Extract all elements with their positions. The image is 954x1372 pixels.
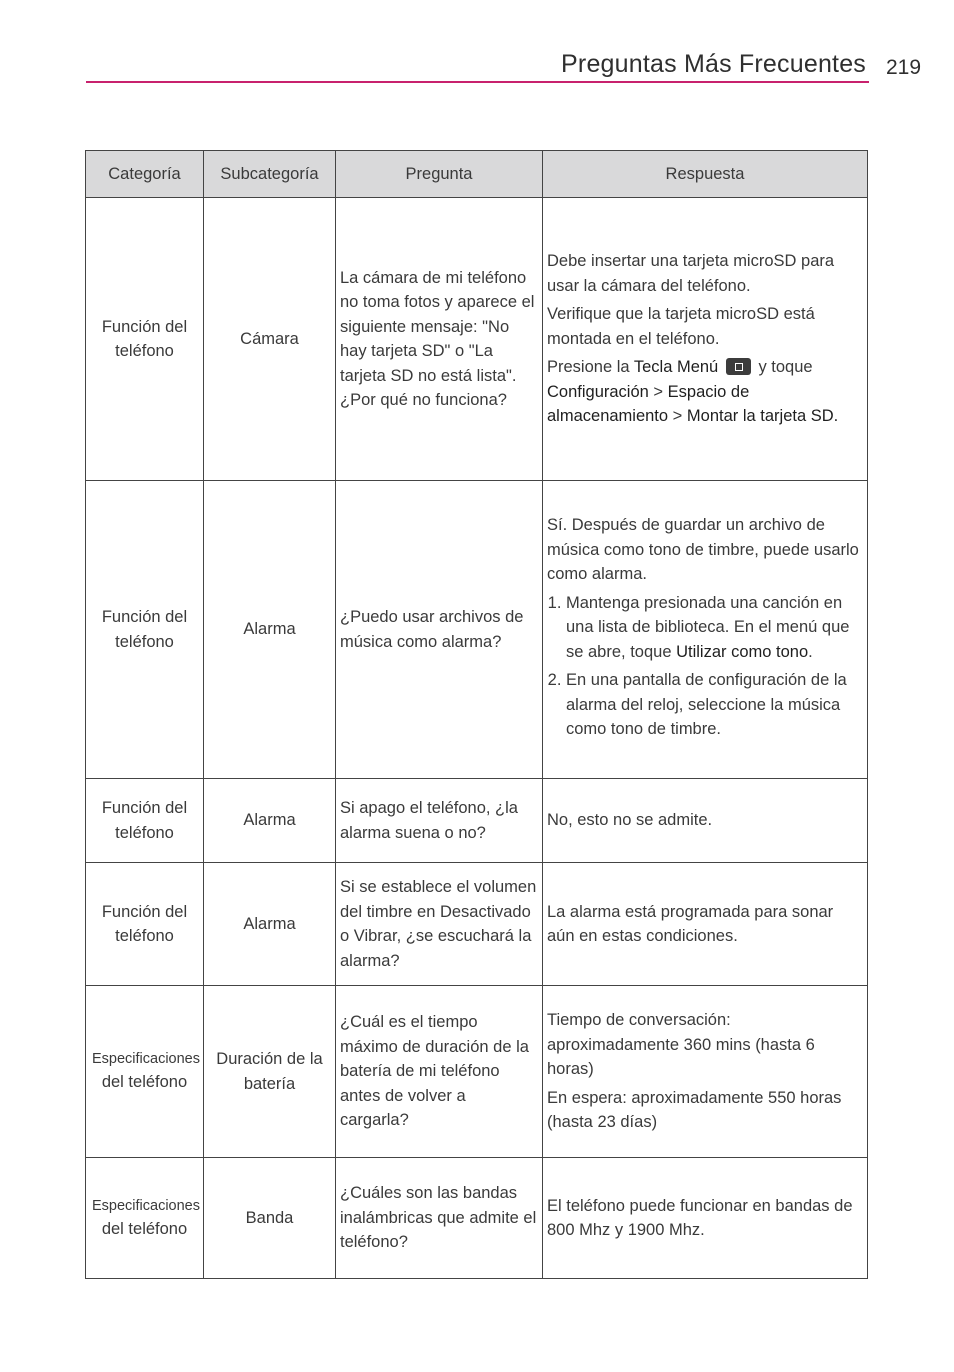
answer-paragraph: Tiempo de conversación: aproximadamente 360 mins (hasta 6 horas)	[547, 1011, 815, 1079]
answer-cell	[543, 863, 868, 986]
answer-paragraph: No, esto no se admite.	[547, 811, 713, 830]
answer-paragraph: Debe insertar una tarjeta microSD para usar la cámara del teléfono.	[547, 252, 835, 295]
category-cell: Función del teléfono	[86, 481, 204, 779]
answer-paragraph: En espera: aproximadamente 550 horas (hasta 23 días)	[547, 1088, 842, 1132]
answer-cell	[543, 481, 868, 779]
category-cell: Función del teléfono	[86, 863, 204, 986]
subcategory-cell: Banda	[204, 1158, 336, 1279]
table-row	[86, 481, 868, 779]
answer-cell	[543, 1158, 868, 1279]
question-cell: ¿Cuáles son las bandas inalámbricas que admite el teléfono?	[336, 1158, 543, 1279]
question-cell: La cámara de mi teléfono no toma fotos y aparece el siguiente mensaje: "No hay tarjeta SD" o "La tarjeta SD no está lista". ¿Por qué no funciona?	[336, 198, 543, 481]
page-number: 219	[886, 56, 922, 79]
answer-paragraph: La alarma está programada para sonar aún en estas condiciones.	[547, 902, 834, 945]
list-item: 1. Mantenga presionada una canción en una lista de biblioteca. En el menú que se abre, toque Utilizar como tono.	[566, 591, 863, 665]
answer-paragraph: Sí. Después de guardar un archivo de música como tono de timbre, puede usarlo como alarma.	[547, 516, 859, 584]
answer-paragraph: Presione la Tecla Menú y toque Configuración > Espacio de almacenamiento > Montar la tarjeta SD.	[547, 358, 839, 426]
category-cell: Función del teléfono	[86, 198, 204, 481]
category-cell: Especificaciones del teléfono	[86, 986, 204, 1158]
question-cell: Si se establece el volumen del timbre en Desactivado o Vibrar, ¿se escuchará la alarma?	[336, 863, 543, 986]
table-header-row	[86, 151, 868, 198]
column-header-category: Categoría	[86, 151, 204, 198]
category-cell: Función del teléfono	[86, 779, 204, 863]
question-cell: ¿Cuál es el tiempo máximo de duración de la batería de mi teléfono antes de volver a cargarla?	[336, 986, 543, 1158]
category-cell: Especificaciones del teléfono	[86, 1158, 204, 1279]
column-header-subcategory: Subcategoría	[204, 151, 336, 198]
question-cell: Si apago el teléfono, ¿la alarma suena o no?	[336, 779, 543, 863]
menu-key-icon	[726, 358, 751, 375]
column-header-question: Pregunta	[336, 151, 543, 198]
table-row	[86, 986, 868, 1158]
table-row	[86, 863, 868, 986]
subcategory-cell: Alarma	[204, 481, 336, 779]
header-divider	[86, 81, 869, 83]
subcategory-cell: Alarma	[204, 779, 336, 863]
subcategory-cell: Cámara	[204, 198, 336, 481]
table-row	[86, 198, 868, 481]
answer-cell	[543, 986, 868, 1158]
list-item: 2. En una pantalla de configuración de la alarma del reloj, seleccione la música como tono de timbre.	[566, 668, 863, 742]
subcategory-cell: Alarma	[204, 863, 336, 986]
question-cell: ¿Puedo usar archivos de música como alarma?	[336, 481, 543, 779]
answer-paragraph: El teléfono puede funcionar en bandas de 800 Mhz y 1900 Mhz.	[547, 1196, 853, 1239]
answer-cell	[543, 198, 868, 481]
table-row	[86, 779, 868, 863]
answer-cell	[543, 779, 868, 863]
answer-paragraph: Verifique que la tarjeta microSD está montada en el teléfono.	[547, 305, 815, 348]
faq-table	[85, 150, 868, 1279]
page-title: Preguntas Más Frecuentes	[561, 50, 866, 78]
subcategory-cell: Duración de la batería	[204, 986, 336, 1158]
answer-steps	[547, 591, 863, 742]
table-row	[86, 1158, 868, 1279]
column-header-answer: Respuesta	[543, 151, 868, 198]
